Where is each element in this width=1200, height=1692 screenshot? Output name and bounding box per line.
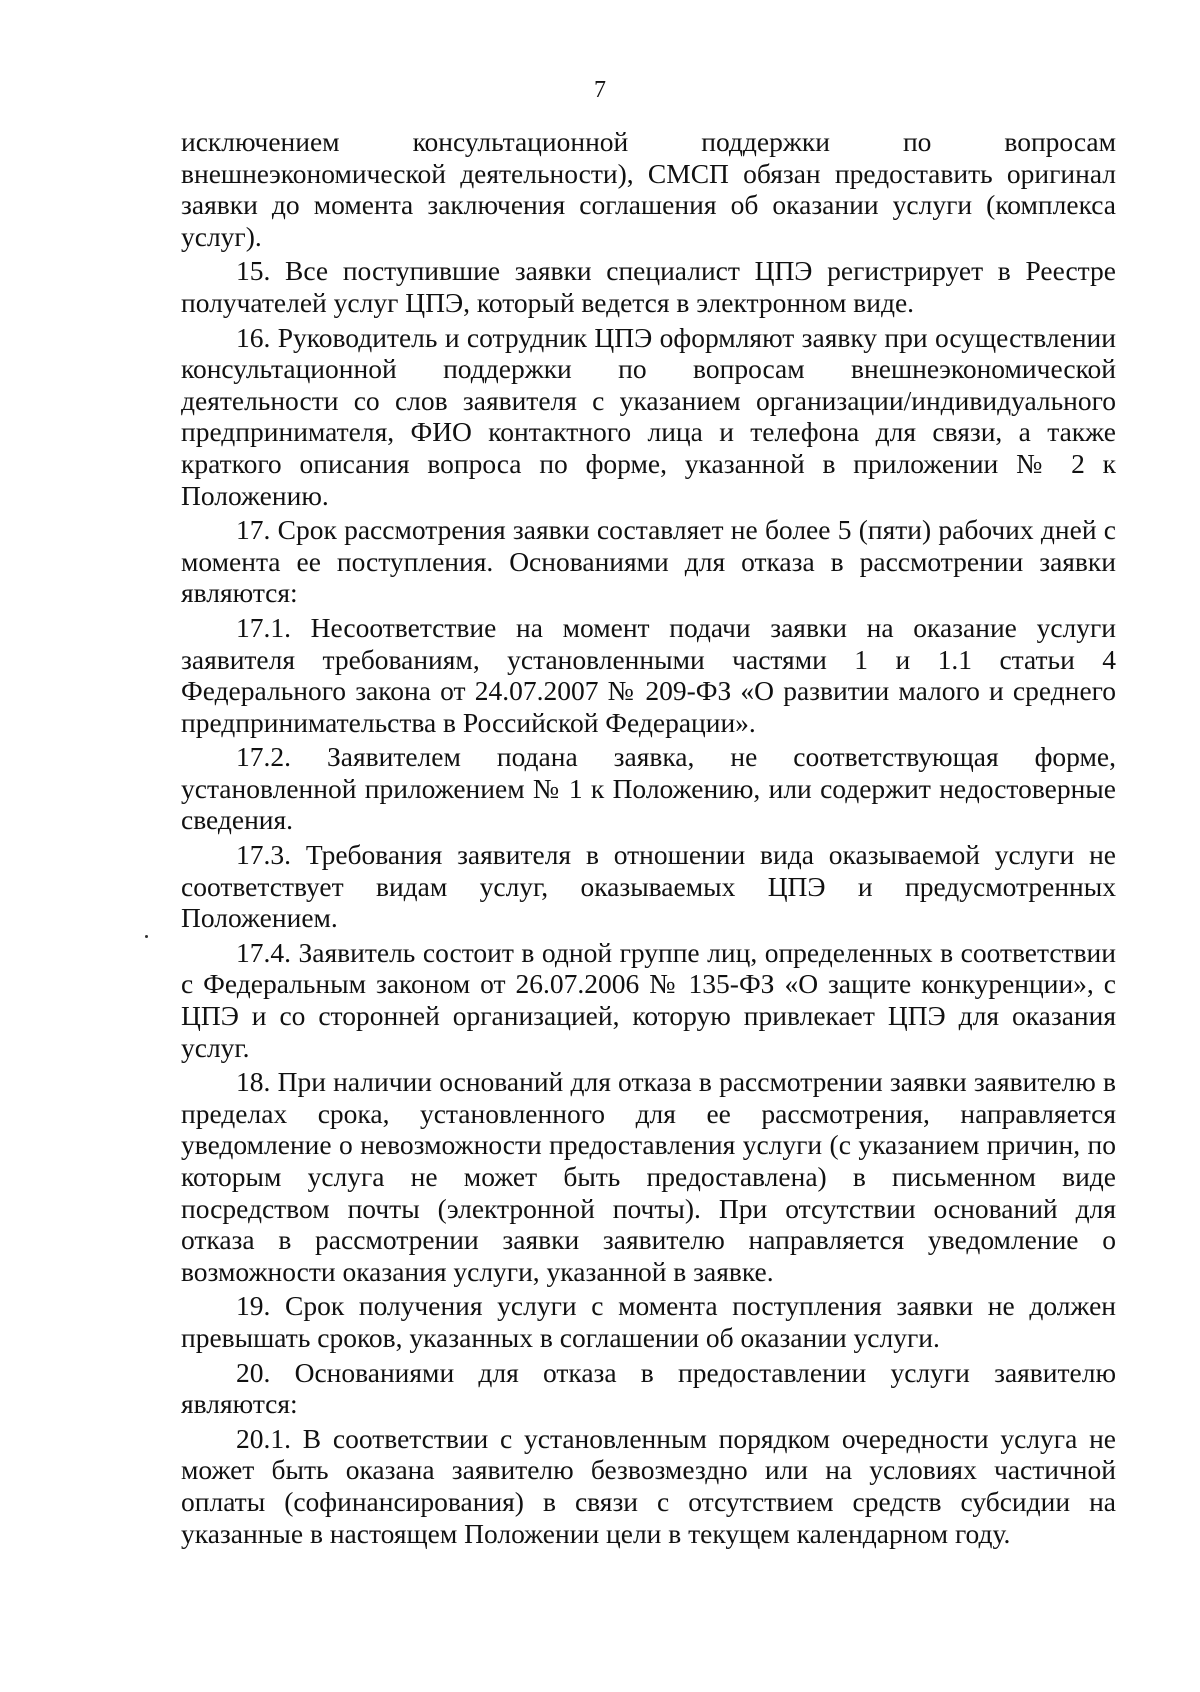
paragraph-17: 17. Срок рассмотрения заявки составляет не более 5 (пяти) рабочих дней с момента ее поступления. Основаниями для отказа в рассмотрении заявки являются: — [181, 514, 1116, 609]
paragraph-17-4: 17.4. Заявитель состоит в одной группе лиц, определенных в соответствии с Федеральным законом от 26.07.2006 № 135-ФЗ «О защите конкуренции», с ЦПЭ и со сторонней организацией, которую привлекает ЦПЭ для оказания услуг. — [181, 936, 1116, 1063]
paragraph-18: 18. При наличии оснований для отказа в рассмотрении заявки заявителю в пределах срока, установленного для ее рассмотрения, направляется уведомление о невозможности предоставления услуги (с указанием причин, по которым услуга не может быть предоставлена) в письменном виде посредством почты (электронной почты). При отсутствии оснований для отказа в рассмотрении заявки заявителю направляется уведомление о возможности оказания услуги, указанной в заявке. — [181, 1066, 1116, 1287]
paragraph-17-2: 17.2. Заявителем подана заявка, не соответствующая форме, установленной приложением № 1 к Положению, или содержит недостоверные сведения. — [181, 741, 1116, 836]
paragraph-17-3: 17.3. Требования заявителя в отношении вида оказываемой услуги не соответствует видам услуг, оказываемых ЦПЭ и предусмотренных Положением. — [181, 839, 1116, 934]
scan-speck — [145, 935, 148, 938]
page-number: 7 — [594, 77, 606, 103]
paragraph-20: 20. Основаниями для отказа в предоставлении услуги заявителю являются: — [181, 1356, 1116, 1420]
paragraph-17-1: 17.1. Несоответствие на момент подачи заявки на оказание услуги заявителя требованиям, установленными частями 1 и 1.1 статьи 4 Федерального закона от 24.07.2007 № 209-ФЗ «О развитии малого и среднего предпринимательства в Российской Федерации». — [181, 611, 1116, 738]
paragraph-16: 16. Руководитель и сотрудник ЦПЭ оформляют заявку при осуществлении консультационной поддержки по вопросам внешнеэкономической деятельности со слов заявителя с указанием организации/индивидуального предпринимателя, ФИО контактного лица и телефона для связи, а также краткого описания вопроса по форме, указанной в приложении № 2 к Положению. — [181, 321, 1116, 511]
paragraph-19: 19. Срок получения услуги с момента поступления заявки не должен превышать сроков, указанных в соглашении об оказании услуги. — [181, 1290, 1116, 1353]
paragraph-continuation: исключением консультационной поддержки по вопросам внешнеэкономической деятельности), СМСП обязан предоставить оригинал заявки до момента заключения соглашения об оказании услуги (комплекса услуг). — [181, 126, 1116, 252]
document-body — [181, 126, 1116, 1552]
paragraph-15: 15. Все поступившие заявки специалист ЦПЭ регистрирует в Реестре получателей услуг ЦПЭ, который ведется в электронном виде. — [181, 255, 1116, 318]
paragraph-20-1: 20.1. В соответствии с установленным порядком очередности услуга не может быть оказана заявителю безвозмездно или на условиях частичной оплаты (софинансирования) в связи с отсутствием средств субсидии на указанные в настоящем Положении цели в текущем календарном году. — [181, 1422, 1116, 1549]
